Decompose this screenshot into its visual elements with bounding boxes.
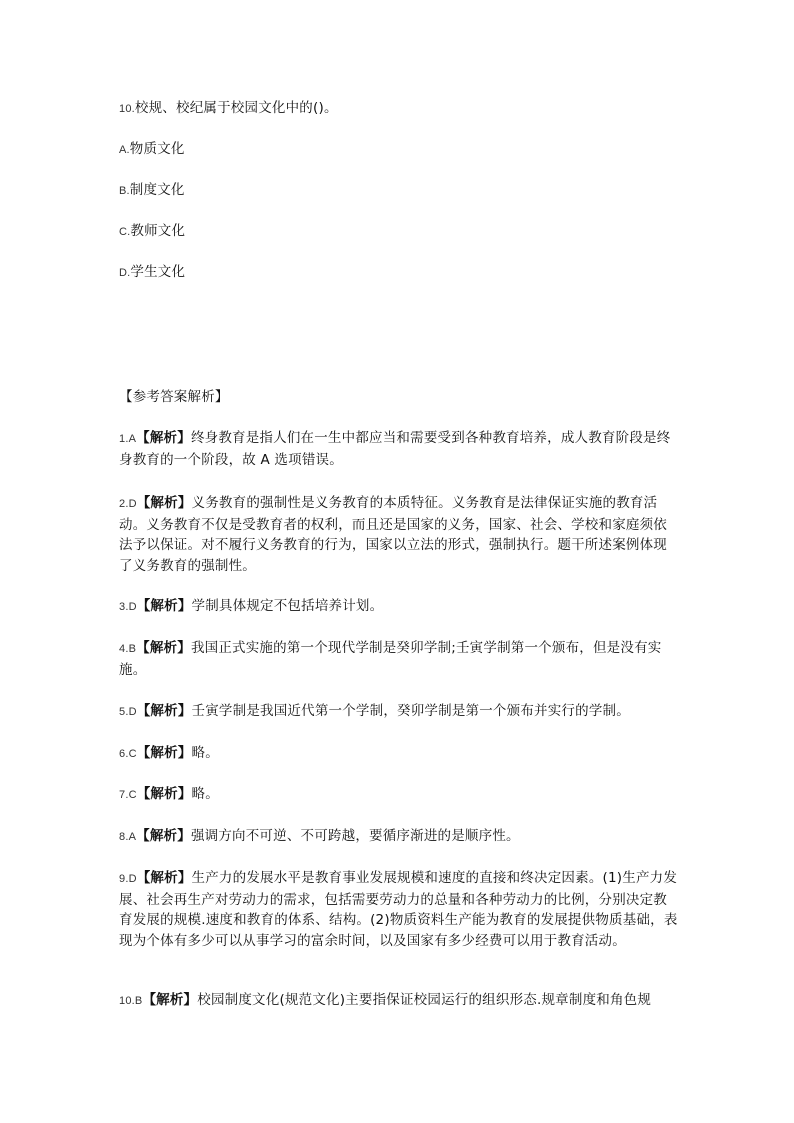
answer-item-2: 2.D【解析】义务教育的强制性是义务教育的本质特征。义务教育是法律保证实施的教育活动。义务教育不仅是受教育者的权利，而且还是国家的义务，国家、社会、学校和家庭须依法予以保证。对不履行义务教育的行为，国家以立法的形式，强制执行。题干所述案例体现了义务教育的强制性。 bbox=[119, 495, 667, 574]
option-b: B.制度文化 bbox=[119, 182, 185, 198]
answer-item-10: 10.B【解析】校园制度文化(规范文化)主要指保证校园运行的组织形态.规章制度和角色规 bbox=[119, 992, 652, 1008]
answer-item-6: 6.C【解析】略。 bbox=[119, 745, 219, 761]
answer-item-8: 8.A【解析】强调方向不可逆、不可跨越，要循序渐进的是顺序性。 bbox=[119, 828, 520, 844]
answer-item-9: 9.D【解析】生产力的发展水平是教育事业发展规模和速度的直接和终决定因素。(1)生产力发展、社会再生产对劳动力的需求，包括需要劳动力的总量和各种劳动力的比例，分别决定教育发展的规模.速度和教育的体系、结构。(2)物质资料生产能为教育的发展提供物质基础，表现为个体有多少可以从事学习的富余时间，以及国家有多少经费可以用于教育活动。 bbox=[119, 870, 678, 949]
question-stem: 10.校规、校纪属于校园文化中的()。 bbox=[119, 100, 338, 116]
answer-item-1: 1.A【解析】终身教育是指人们在一生中都应当和需要受到各种教育培养，成人教育阶段是终身教育的一个阶段，故 A 选项错误。 bbox=[119, 430, 671, 468]
option-a: A.物质文化 bbox=[119, 141, 185, 157]
answer-header: 【参考答案解析】 bbox=[119, 389, 229, 405]
answer-item-4: 4.B【解析】我国正式实施的第一个现代学制是癸卯学制;壬寅学制第一个颁布，但是没有实施。 bbox=[119, 640, 662, 678]
answer-item-3: 3.D【解析】学制具体规定不包括培养计划。 bbox=[119, 598, 384, 614]
answer-item-7: 7.C【解析】略。 bbox=[119, 786, 219, 802]
option-c: C.教师文化 bbox=[119, 223, 186, 239]
question-number: 10. bbox=[119, 103, 135, 115]
answer-item-5: 5.D【解析】壬寅学制是我国近代第一个学制，癸卯学制是第一个颁布并实行的学制。 bbox=[119, 703, 630, 719]
option-d: D.学生文化 bbox=[119, 264, 186, 280]
